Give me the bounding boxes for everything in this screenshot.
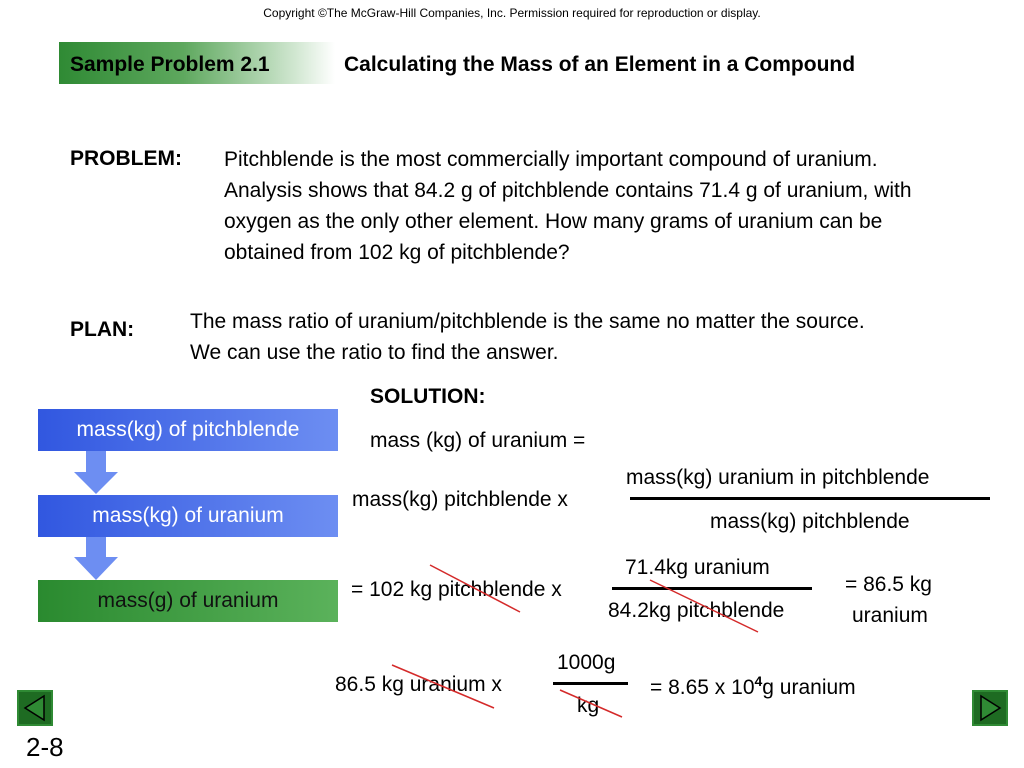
eq1-denominator: mass(kg) pitchblende <box>710 510 910 533</box>
cancel-mark-pitchblende-top <box>430 565 520 612</box>
solution-label: SOLUTION: <box>370 385 486 408</box>
copyright-notice: Copyright ©The McGraw-Hill Companies, Inc. Permission required for reproduction or display. <box>263 6 761 20</box>
eq3-left: 86.5 kg uranium x <box>335 673 502 696</box>
eq3-result-exponent: 4 <box>754 673 763 689</box>
eq3-numerator: 1000g <box>557 651 616 674</box>
eq3-result-mantissa: = 8.65 x 10 <box>650 676 755 699</box>
solution-intro: mass (kg) of uranium = <box>370 429 586 452</box>
eq3-denominator: kg <box>577 694 600 717</box>
cancel-mark-uranium-kg <box>392 665 494 708</box>
flow-box-pitchblende-kg: mass(kg) of pitchblende <box>38 409 338 451</box>
eq2-denominator: 84.2kg pitchblende <box>608 599 785 622</box>
slide-number: 2-8 <box>26 732 64 762</box>
eq2-result-unit: uranium <box>852 604 928 627</box>
plan-label: PLAN: <box>70 318 135 341</box>
plan-text: The mass ratio of uranium/pitchblende is the same no matter the source. We can use the ratio to find the answer. <box>190 310 865 364</box>
eq2-numerator: 71.4kg uranium <box>625 556 770 579</box>
eq2-left: = 102 kg pitchblende x <box>351 578 562 601</box>
flow-box-uranium-g: mass(g) of uranium <box>38 580 338 622</box>
slide-title: Calculating the Mass of an Element in a Compound <box>344 53 856 76</box>
sample-problem-label: Sample Problem 2.1 <box>70 53 270 76</box>
eq1-left: mass(kg) pitchblende x <box>352 488 568 511</box>
previous-slide-button[interactable] <box>17 690 53 726</box>
eq1-numerator: mass(kg) uranium in pitchblende <box>626 466 930 489</box>
eq3-result-unit: g uranium <box>762 676 856 699</box>
cancel-mark-kg-denominator <box>560 690 622 717</box>
flow-box-uranium-kg: mass(kg) of uranium <box>38 495 338 537</box>
problem-text: Pitchblende is the most commercially important compound of uranium. Analysis shows that 84.2 g of pitchblende contains 71.4 g of uranium, with oxygen as the only other element. How many grams of uranium can be obtained from 102 kg of pitchblende? <box>224 148 912 264</box>
next-slide-button[interactable] <box>972 690 1008 726</box>
problem-label: PROBLEM: <box>70 147 182 170</box>
cancel-mark-pitchblende-bottom <box>650 580 758 632</box>
eq2-result-value: = 86.5 kg <box>845 573 932 596</box>
